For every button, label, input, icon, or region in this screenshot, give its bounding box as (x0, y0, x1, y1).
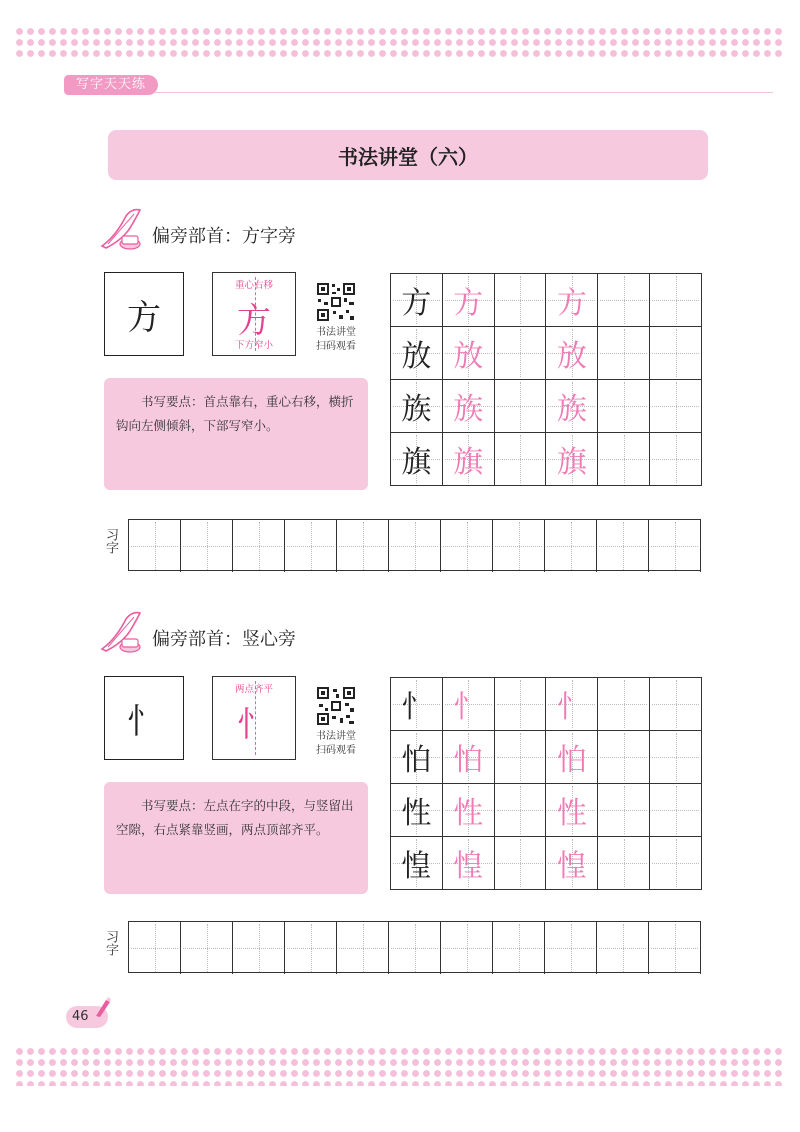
copy-grid (390, 677, 702, 890)
model-cell: 放 (391, 327, 443, 379)
practice-cell[interactable] (181, 922, 233, 974)
trace-cell[interactable]: 性 (443, 784, 495, 836)
writing-tip-text: 书写要点：左点在字的中段，与竖留出空隙，右点紧靠竖画，两点顶部齐平。 (116, 798, 354, 837)
blank-cell[interactable] (495, 837, 547, 889)
blank-cell[interactable] (650, 678, 702, 730)
qr-caption-line-2: 扫码观看 (316, 341, 356, 352)
grid-row (391, 274, 702, 327)
grid-row (391, 678, 702, 731)
grid-row (391, 837, 702, 889)
blank-cell[interactable] (598, 327, 650, 379)
radical-demo-box (212, 676, 296, 760)
practice-cell[interactable] (337, 922, 389, 974)
trace-cell[interactable]: 放 (546, 327, 598, 379)
radical-char: 忄 (127, 701, 161, 742)
blank-cell[interactable] (598, 784, 650, 836)
trace-cell[interactable]: 方 (443, 274, 495, 326)
practice-cell[interactable] (493, 520, 545, 572)
blank-cell[interactable] (650, 731, 702, 783)
blank-cell[interactable] (495, 784, 547, 836)
practice-cell[interactable] (285, 922, 337, 974)
practice-cell[interactable] (441, 520, 493, 572)
model-cell: 怕 (391, 731, 443, 783)
section-heading-2 (96, 609, 296, 655)
radical-char: 方 (127, 297, 161, 338)
grid-row (391, 380, 702, 433)
trace-cell[interactable]: 族 (546, 380, 598, 432)
practice-cell[interactable] (597, 520, 649, 572)
radical-model-box (104, 676, 184, 760)
practice-cell[interactable] (389, 520, 441, 572)
writing-tip-box (104, 378, 368, 490)
practice-cell[interactable] (493, 922, 545, 974)
header-rule (155, 92, 773, 93)
trace-cell[interactable]: 旗 (546, 433, 598, 485)
blank-cell[interactable] (598, 433, 650, 485)
section-heading-text: 偏旁部首：竖心旁 (152, 629, 296, 650)
page-number-text: 46 (72, 1009, 89, 1024)
model-cell: 方 (391, 274, 443, 326)
demo-char: 忄 (237, 705, 271, 745)
qr-caption-line-1: 书法讲堂 (316, 731, 356, 742)
demo-char: 方 (237, 301, 271, 341)
model-cell: 性 (391, 784, 443, 836)
grid-row (391, 433, 702, 485)
blank-cell[interactable] (650, 327, 702, 379)
model-cell: 忄 (391, 678, 443, 730)
trace-cell[interactable]: 放 (443, 327, 495, 379)
practice-cell[interactable] (389, 922, 441, 974)
section-heading-text: 偏旁部首：方字旁 (152, 226, 296, 247)
blank-cell[interactable] (495, 731, 547, 783)
model-cell: 惶 (391, 837, 443, 889)
model-cell: 旗 (391, 433, 443, 485)
blank-cell[interactable] (598, 837, 650, 889)
practice-cell[interactable] (233, 922, 285, 974)
radical-model-box (104, 272, 184, 356)
trace-cell[interactable]: 忄 (443, 678, 495, 730)
pen-icon (92, 996, 112, 1018)
practice-row (128, 921, 701, 973)
practice-cell[interactable] (649, 520, 701, 572)
top-dot-border (14, 26, 786, 60)
quill-ink-icon (96, 206, 150, 252)
qr-code-icon[interactable] (316, 686, 356, 726)
blank-cell[interactable] (495, 433, 547, 485)
practice-cell[interactable] (649, 922, 701, 974)
grid-row (391, 731, 702, 784)
lesson-title: 书法讲堂（六） (108, 130, 708, 180)
qr-caption (306, 730, 366, 758)
practice-cell[interactable] (545, 922, 597, 974)
trace-cell[interactable]: 族 (443, 380, 495, 432)
practice-cell[interactable] (337, 520, 389, 572)
copy-grid (390, 273, 702, 486)
writing-tip-box (104, 782, 368, 894)
qr-code-icon[interactable] (316, 282, 356, 322)
practice-cell[interactable] (545, 520, 597, 572)
blank-cell[interactable] (650, 380, 702, 432)
qr-caption-line-2: 扫码观看 (316, 745, 356, 756)
trace-cell[interactable]: 旗 (443, 433, 495, 485)
section-heading-1 (96, 206, 296, 252)
practice-row (128, 519, 701, 571)
trace-cell[interactable]: 惶 (443, 837, 495, 889)
trace-cell[interactable]: 性 (546, 784, 598, 836)
trace-cell[interactable]: 怕 (546, 731, 598, 783)
grid-row (391, 784, 702, 837)
practice-cell[interactable] (129, 922, 181, 974)
radical-demo-box (212, 272, 296, 356)
blank-cell[interactable] (495, 274, 547, 326)
practice-cell[interactable] (597, 922, 649, 974)
trace-cell[interactable]: 怕 (443, 731, 495, 783)
bottom-dot-border (14, 1046, 786, 1086)
practice-cell[interactable] (441, 922, 493, 974)
blank-cell[interactable] (495, 678, 547, 730)
blank-cell[interactable] (650, 433, 702, 485)
trace-cell[interactable]: 忄 (546, 678, 598, 730)
practice-cell[interactable] (181, 520, 233, 572)
demo-top-caption: 重心右移 (234, 280, 273, 291)
model-cell: 族 (391, 380, 443, 432)
practice-cell[interactable] (233, 520, 285, 572)
blank-cell[interactable] (598, 380, 650, 432)
blank-cell[interactable] (650, 784, 702, 836)
grid-row (391, 327, 702, 380)
practice-cell[interactable] (129, 520, 181, 572)
practice-label: 习字 (103, 930, 118, 956)
trace-cell[interactable]: 惶 (546, 837, 598, 889)
blank-cell[interactable] (598, 274, 650, 326)
blank-cell[interactable] (598, 678, 650, 730)
qr-caption (306, 326, 366, 354)
writing-tip-text: 书写要点：首点靠右，重心右移，横折钩向左侧倾斜，下部写窄小。 (116, 394, 354, 433)
qr-caption-line-1: 书法讲堂 (316, 327, 356, 338)
quill-ink-icon (96, 609, 150, 655)
series-tag: 写字天天练 (64, 75, 158, 95)
demo-bottom-caption: 下方窄小 (234, 340, 273, 351)
trace-cell[interactable]: 方 (546, 274, 598, 326)
blank-cell[interactable] (495, 327, 547, 379)
blank-cell[interactable] (495, 380, 547, 432)
blank-cell[interactable] (650, 274, 702, 326)
practice-cell[interactable] (285, 520, 337, 572)
blank-cell[interactable] (650, 837, 702, 889)
demo-top-caption: 两点齐平 (234, 684, 273, 695)
blank-cell[interactable] (598, 731, 650, 783)
practice-label: 习字 (103, 528, 118, 554)
